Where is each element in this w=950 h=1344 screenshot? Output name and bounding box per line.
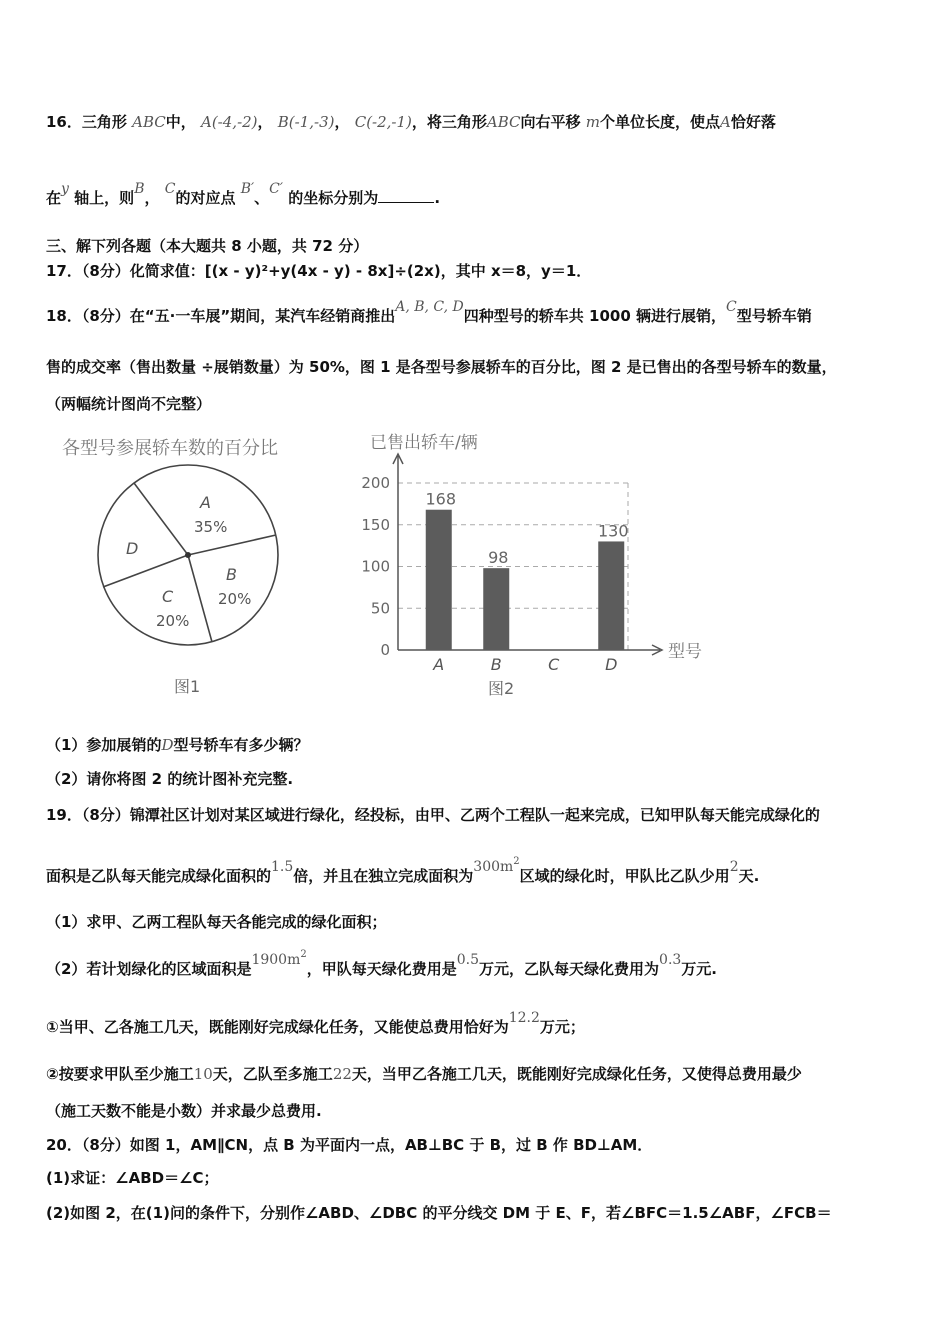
pie-pct-a: 35% (194, 518, 228, 536)
pie-center (185, 552, 191, 558)
bar-value-label-b: 98 (488, 548, 509, 568)
pie-divider-ab (188, 535, 276, 555)
q17: 17．（8分）化简求值：[(x - y)²+y(4x - y) - 8x]÷(2x)，其中 x＝8，y＝1． (46, 262, 592, 280)
pie-title: 各型号参展轿车数的百分比 (62, 438, 278, 459)
q19-sub-2: （2）若计划绿化的区域面积是$1900m^2$，甲队每天绿化费用是0.5万元，乙队每天绿化费用为0.3万元. (46, 949, 717, 978)
x-tick-label-d: D (605, 655, 618, 674)
q18-sub-1: （1）参加展销的D型号轿车有多少辆？ (46, 736, 309, 754)
q19-sub-1: （1）求甲、乙两工程队每天各能完成的绿化面积； (46, 913, 387, 931)
q18-line-2: 售的成交率（售出数量 ÷展销数量）为 50%，图 1 是各型号参展轿车的百分比，图 2 是已售出的各型号轿车的数量， (46, 358, 837, 376)
q16-line-2: 在y 轴上，则B， C的对应点 B′、C′ 的坐标分别为 . (46, 181, 441, 207)
point-a-coord: A(-4,-2) (201, 113, 258, 131)
bar-b (483, 568, 509, 650)
point-b-coord: B(-1,-3) (277, 113, 335, 131)
pie-divider-cd (103, 555, 188, 587)
bar-chart-figure-2 (360, 428, 730, 704)
bar-value-label-a: 168 (425, 489, 457, 509)
q20-line-3: (2)如图 2，在(1)问的条件下，分别作∠ABD、∠DBC 的平分线交 DM 于 E、F，若∠BFC＝1.5∠ABF，∠FCB＝ (46, 1204, 832, 1222)
q19-case-2: ②按要求甲队至少施工10天，乙队至多施工22天，当甲乙各施工几天，既能刚好完成绿化任务，又使得总费用最少 (46, 1065, 802, 1083)
bar-value-label-d: 130 (597, 521, 629, 541)
q18-line-3: （两幅统计图尚不完整） (46, 395, 212, 413)
y-tick-label: 200 (361, 474, 390, 492)
x-tick-label-a: A (433, 655, 445, 674)
bar-d (598, 541, 624, 650)
pie-label-d: D (126, 539, 139, 558)
pie-pct-c: 20% (156, 612, 190, 630)
y-tick-label: 50 (370, 599, 390, 618)
pie-label-a: A (200, 493, 211, 512)
pie-caption: 图1 (174, 677, 201, 696)
point-c-coord: C(-2,-1) (354, 113, 412, 131)
pie-label-b: B (226, 565, 237, 584)
bar-chart-caption: 图2 (488, 679, 515, 698)
section-3-heading: 三、解下列各题（本大题共 8 小题，共 72 分） (46, 237, 369, 255)
q18-sub-2: （2）请你将图 2 的统计图补充完整. (46, 770, 294, 788)
pie-divider-bc (188, 555, 212, 642)
q18-line-1: 18．（8分）在“五·一车展”期间，某汽车经销商推出A, B, C, D四种型号的轿车共 1000 辆进行展销，C型号轿车销 (46, 299, 812, 325)
x-tick-label-c: C (548, 655, 560, 674)
y-tick-label: 100 (361, 557, 390, 576)
pie-pct-b: 20% (218, 590, 252, 608)
pie-chart-figure-1 (54, 430, 344, 705)
q19-case-1: ①当甲、乙各施工几天，既能刚好完成绿化任务，又能使总费用恰好为12.2万元； (46, 1010, 585, 1036)
y-tick-label: 150 (361, 515, 390, 534)
bar-chart-title: 已售出轿车/辆 (370, 433, 478, 453)
q19-line-2: 面积是乙队每天能完成绿化面积的1.5倍，并且在独立完成面积为$300m^2$区域的绿化时，甲队比乙队少用2天. (46, 856, 760, 885)
q20-line-1: 20．（8分）如图 1，AM∥CN，点 B 为平面内一点，AB⊥BC 于 B，过 B 作 BD⊥AM． (46, 1136, 653, 1154)
q16-line-1: 16．三角形 ABC中， A(-4,-2)， B(-1,-3)， C(-2,-1)，将三角形ABC向右平移 m个单位长度，使点A恰好落 (46, 113, 776, 131)
y-tick-label: 0 (380, 641, 390, 659)
bar-a (426, 510, 452, 650)
q19-line-1: 19．（8分）锦潭社区计划对某区域进行绿化，经投标，由甲、乙两个工程队一起来完成，已知甲队每天能完成绿化的 (46, 806, 820, 824)
q19-case-2-line-2: （施工天数不能是小数）并求最少总费用. (46, 1102, 322, 1120)
x-tick-label-b: B (490, 655, 502, 674)
q20-line-2: (1)求证：∠ABD＝∠C； (46, 1169, 219, 1187)
pie-label-c: C (162, 587, 174, 606)
answer-blank (378, 188, 434, 203)
x-axis-label: 型号 (668, 642, 702, 662)
pie-divider-ad (134, 483, 188, 555)
math-abc: ABC (132, 113, 166, 131)
